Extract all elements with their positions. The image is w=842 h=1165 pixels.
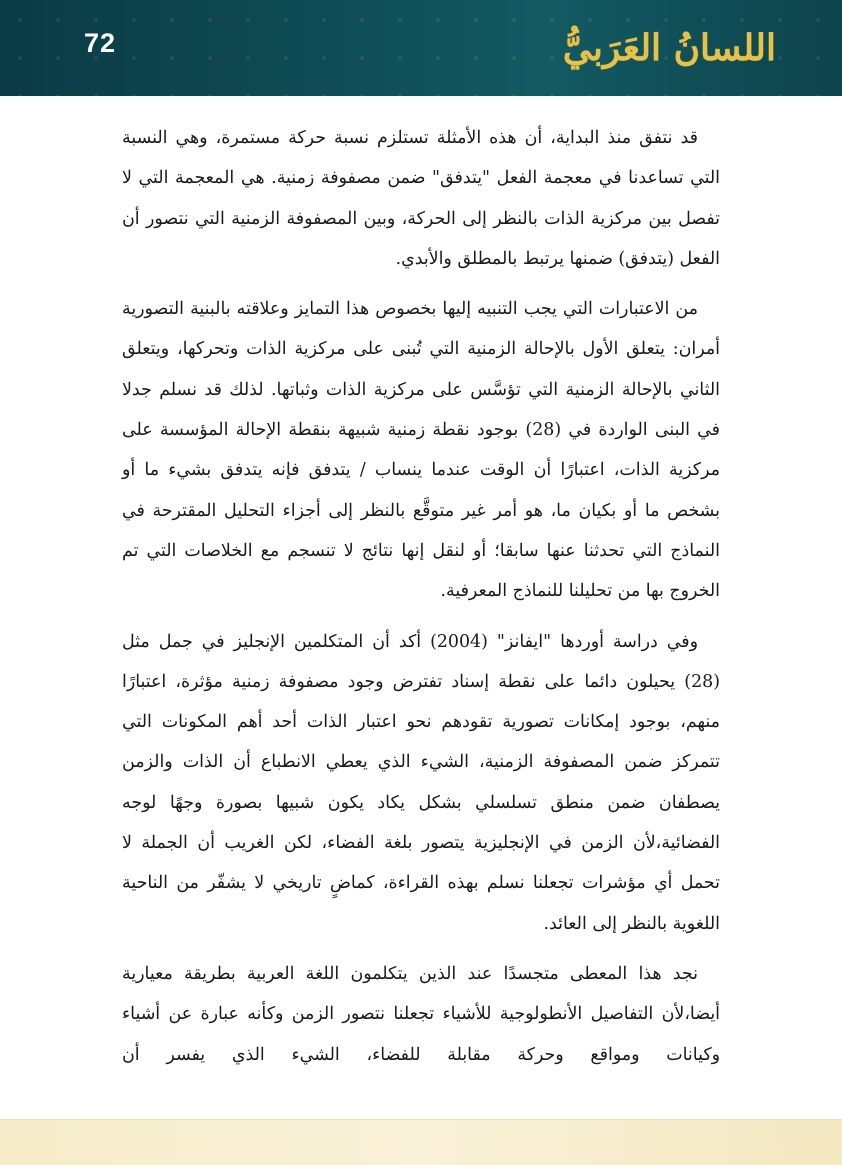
journal-logo: اللسانُ العَرَبيُّ xyxy=(562,27,776,69)
paragraph: قد نتفق منذ البداية، أن هذه الأمثلة تستلزم نسبة حركة مستمرة، وهي النسبة التي تساعدنا في معجمة الفعل "يتدفق" ضمن مصفوفة زمنية. هي المعجمة التي لا تفصل بين مركزية الذات بالنظر إلى الحركة، وبين المصفوفة الزمنية التي نتصور أن الفعل (يتدفق) ضمنها يرتبط بالمطلق والأبدي. xyxy=(122,128,720,269)
page-footer-band xyxy=(0,1119,842,1165)
page-header xyxy=(0,0,842,96)
footer-divider xyxy=(0,1119,842,1120)
paragraph: من الاعتبارات التي يجب التنبيه إليها بخصوص هذا التمايز وعلاقته بالبنية التصورية أمران: يتعلق الأول بالإحالة الزمنية التي تُبنى على مركزية الذات وتحركها، ويتعلق الثاني بالإحالة الزمنية التي تؤسَّس على مركزية الذات وثباتها. لذلك قد نسلم جدلا في البنى الواردة في (28) بوجود نقطة زمنية شبيهة بنقطة الإحالة المؤسسة على مركزية الذات، اعتبارًا أن الوقت عندما ينساب / يتدفق فإنه يتدفق بشيء ما أو بشخص ما أو بكيان ما، هو أمر غير متوقَّع بالنظر إلى أجزاء التحليل المقترحة في النماذج التي تحدثنا عنها سابقا؛ أو لنقل إنها نتائج لا تنسجم مع الخلاصات التي تم الخروج بها من تحليلنا للنماذج المعرفية. xyxy=(122,299,720,602)
article-body xyxy=(122,118,720,1085)
page-number: 72 xyxy=(84,28,117,58)
paragraph: وفي دراسة أوردها "ايفانز" (2004) أكد أن المتكلمين الإنجليز في جمل مثل (28) يحيلون دائما على نقطة إسناد تفترض وجود مصفوفة زمنية مؤثرة، اعتبارًا منهم، بوجود إمكانات تصورية تقودهم نحو اعتبار الذات أحد أهم المكونات التي تتمركز ضمن المصفوفة الزمنية، الشيء الذي يعطي الانطباع أن الذات والزمن يصطفان ضمن منطق تسلسلي بشكل يكاد يكون شبيها بصورة وجهًا لوجه الفضائية،لأن الزمن في الإنجليزية يتصور بلغة الفضاء، لكن الغريب أن الجملة لا تحمل أي مؤشرات تجعلنا نسلم بهذه القراءة، كماضٍ تاريخي لا يشفّر من الناحية اللغوية بالنظر إلى العائد. xyxy=(122,631,720,934)
paragraph: نجد هذا المعطى متجسدًا عند الذين يتكلمون اللغة العربية بطريقة معيارية أيضا،لأن التفاصيل الأنطولوجية للأشياء تجعلنا نتصور الزمن وكأنه عبارة عن أشياء وكيانات ومواقع وحركة مقابلة للفضاء، الشيء الذي يفسر أن xyxy=(122,963,720,1065)
